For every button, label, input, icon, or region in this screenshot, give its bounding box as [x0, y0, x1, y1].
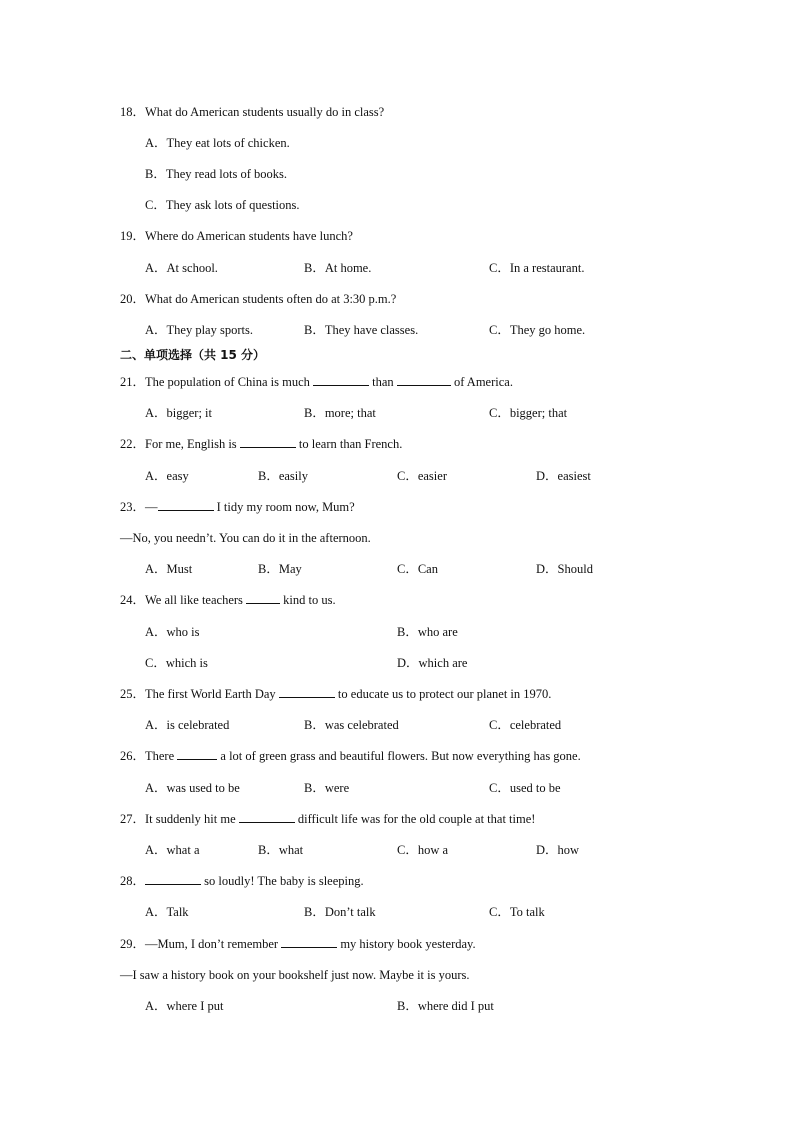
answer-blank [158, 499, 214, 511]
question-28-option-c: C．To talk [489, 905, 545, 919]
question-27-option-c: C．how a [397, 843, 449, 857]
answer-blank [145, 873, 201, 885]
question-28-stem: 28． so loudly! The baby is sleeping. [120, 874, 364, 888]
question-24-option-d: D．which are [397, 656, 468, 670]
question-23-stem: 23．— I tidy my room now, Mum? [120, 500, 355, 514]
question-22-option-b: B．easily [258, 469, 308, 483]
question-24-option-c: C．which is [145, 656, 208, 670]
question-18-option-a: A．They eat lots of chicken. [145, 136, 290, 150]
question-23-option-d: D．Should [536, 562, 593, 576]
question-25-stem: 25．The first World Earth Day to educate us to protect our planet in 1970. [120, 687, 552, 701]
answer-blank [313, 374, 369, 386]
answer-blank [240, 436, 296, 448]
answer-blank [279, 686, 335, 698]
question-20-option-a: A．They play sports. [145, 323, 253, 337]
question-26-option-a: A．was used to be [145, 781, 240, 795]
question-19-option-b: B．At home. [304, 261, 372, 275]
question-27-option-d: D．how [536, 843, 580, 857]
question-23-option-a: A．Must [145, 562, 193, 576]
question-29-option-a: A．where I put [145, 999, 224, 1013]
question-23-option-c: C．Can [397, 562, 438, 576]
question-25-option-c: C．celebrated [489, 718, 562, 732]
question-23-reply: —No, you needn’t. You can do it in the afternoon. [120, 531, 371, 545]
answer-blank [239, 811, 295, 823]
question-19-option-c: C．In a restaurant. [489, 261, 585, 275]
question-27-option-a: A．what a [145, 843, 200, 857]
question-21-stem: 21．The population of China is much than of America. [120, 375, 513, 389]
question-20-option-c: C．They go home. [489, 323, 586, 337]
question-20-stem: 20．What do American students often do at 3:30 p.m.? [120, 292, 397, 306]
question-28-option-a: A．Talk [145, 905, 189, 919]
question-25-option-a: A．is celebrated [145, 718, 230, 732]
question-18-option-b: B．They read lots of books. [145, 167, 287, 181]
question-18-stem: 18．What do American students usually do in class? [120, 105, 385, 119]
question-19-option-a: A．At school. [145, 261, 218, 275]
answer-blank [177, 748, 217, 760]
section-heading: 二、单项选择（共 15 分） [120, 348, 266, 362]
question-29-stem: 29．—Mum, I don’t remember my history book yesterday. [120, 937, 476, 951]
answer-blank [397, 374, 451, 386]
question-20-option-b: B．They have classes. [304, 323, 419, 337]
question-24-option-a: A．who is [145, 625, 200, 639]
question-19-stem: 19．Where do American students have lunch? [120, 229, 353, 243]
question-26-stem: 26．There a lot of green grass and beautiful flowers. But now everything has gone. [120, 749, 581, 763]
answer-blank [281, 936, 337, 948]
question-23-option-b: B．May [258, 562, 302, 576]
question-26-option-c: C．used to be [489, 781, 561, 795]
question-24-stem: 24．We all like teachers kind to us. [120, 593, 336, 607]
question-18-option-c: C．They ask lots of questions. [145, 198, 300, 212]
question-25-option-b: B．was celebrated [304, 718, 399, 732]
question-28-option-b: B．Don’t talk [304, 905, 376, 919]
answer-blank [246, 592, 280, 604]
question-22-stem: 22．For me, English is to learn than French. [120, 437, 403, 451]
question-29-option-b: B．where did I put [397, 999, 494, 1013]
question-24-option-b: B．who are [397, 625, 458, 639]
question-29-reply: —I saw a history book on your bookshelf just now. Maybe it is yours. [120, 968, 470, 982]
question-21-option-a: A．bigger; it [145, 406, 213, 420]
question-21-option-b: B．more; that [304, 406, 376, 420]
question-27-stem: 27．It suddenly hit me difficult life was for the old couple at that time! [120, 812, 536, 826]
question-21-option-c: C．bigger; that [489, 406, 568, 420]
question-27-option-b: B．what [258, 843, 304, 857]
question-26-option-b: B．were [304, 781, 350, 795]
question-22-option-c: C．easier [397, 469, 447, 483]
question-22-option-d: D．easiest [536, 469, 591, 483]
question-22-option-a: A．easy [145, 469, 189, 483]
